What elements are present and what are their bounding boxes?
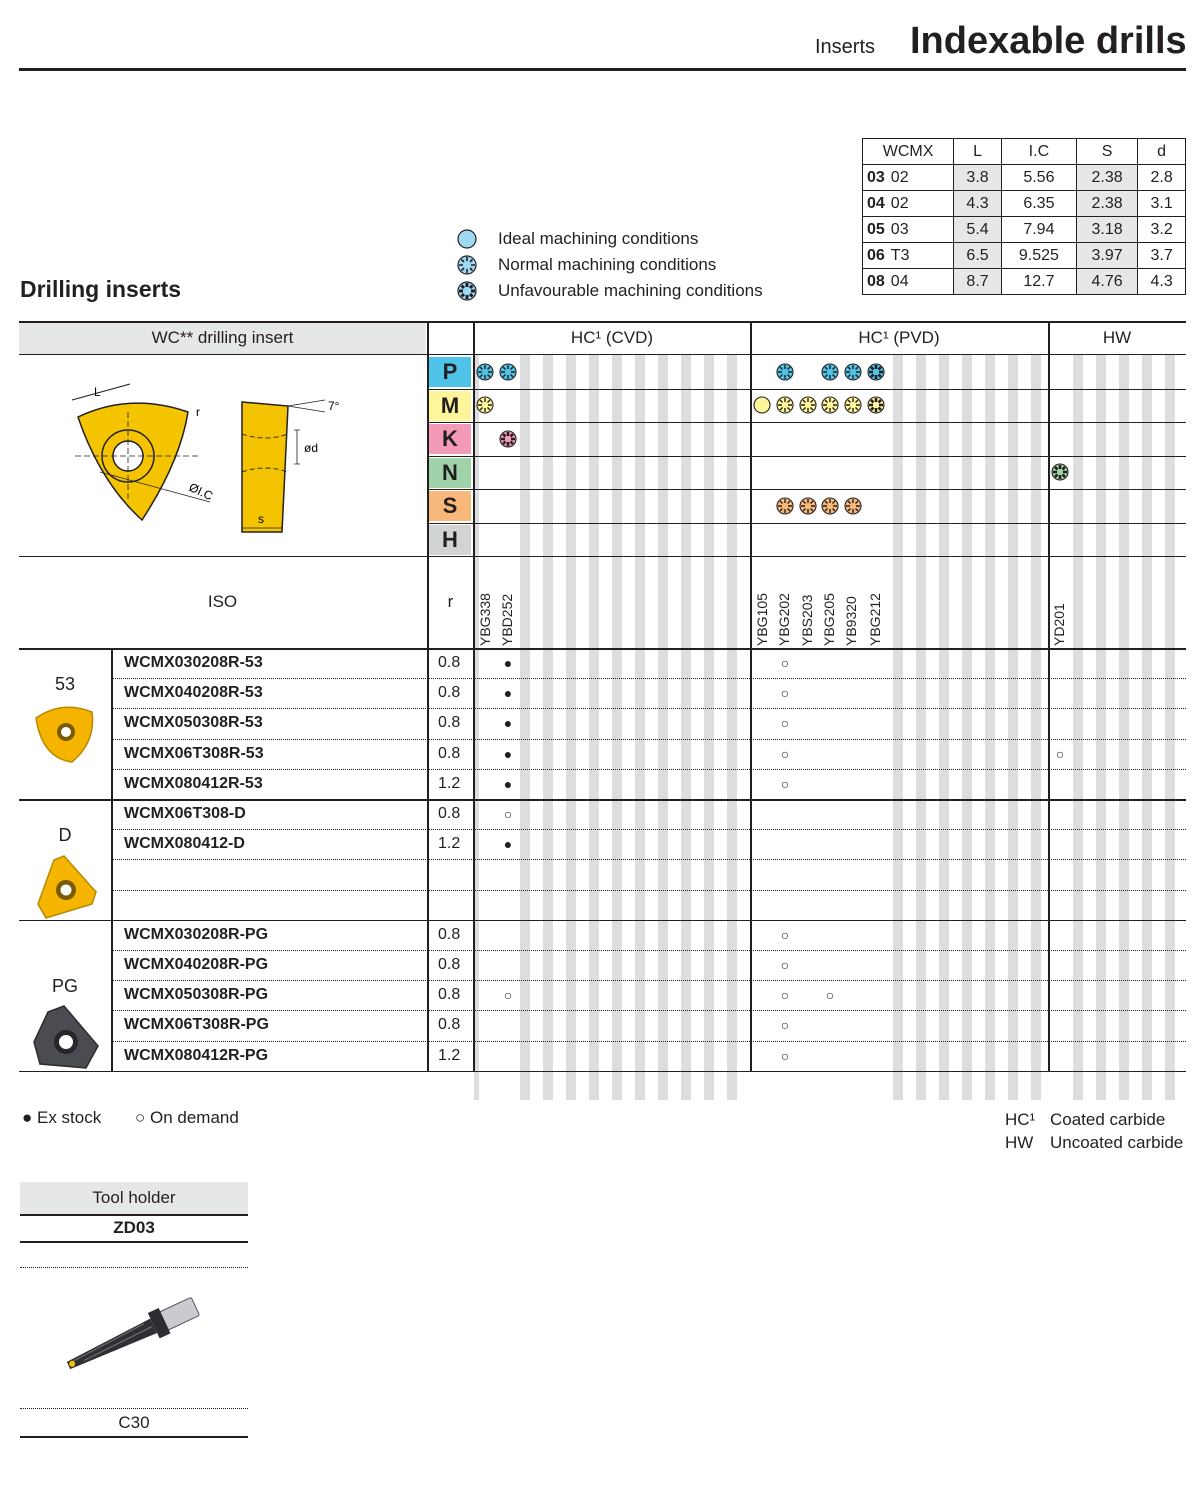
stripe-column — [520, 355, 530, 1100]
group-name-PG: PG — [51, 976, 78, 996]
grade-yb9320: YB9320 — [843, 596, 859, 646]
drill-body-image — [60, 1295, 210, 1385]
normal-condition-icon — [820, 496, 840, 516]
abbr-hc-meaning: Coated carbide — [1050, 1110, 1166, 1129]
grade-ybg105: YBG105 — [754, 593, 770, 646]
dim-row — [863, 269, 1186, 295]
iso-code: WCMX06T308-D — [124, 805, 246, 822]
corner-radius: 0.8 — [438, 956, 461, 973]
stripe-column — [1165, 355, 1175, 1100]
dim-row — [863, 165, 1186, 191]
legend-normal-label: Normal machining conditions — [498, 255, 717, 274]
dim-header: S — [1076, 139, 1137, 165]
iso-code: WCMX050308R-PG — [124, 986, 269, 1004]
dim-header: WCMX — [863, 139, 954, 165]
on-demand-mark: ○ — [780, 775, 790, 792]
insert-technical-drawing — [60, 372, 360, 542]
dim-IC: 12.7 — [1001, 269, 1076, 295]
page-title: Indexable drills — [910, 20, 1187, 62]
corner-radius: 1.2 — [438, 835, 461, 853]
row-divider — [112, 829, 1186, 830]
dim-header: L — [954, 139, 1002, 165]
on-demand-legend: ○ On demand — [135, 1108, 239, 1127]
normal-condition-icon — [820, 362, 840, 382]
stripe-column — [474, 355, 479, 1100]
iso-code: WCMX040208R-53 — [124, 684, 263, 702]
stripe-column — [566, 355, 576, 1100]
iso-code: WCMX080412R-53 — [124, 774, 263, 792]
dim-size: 04 — [867, 194, 885, 212]
material-row-border — [427, 422, 1186, 423]
on-demand-mark: ○ — [780, 926, 790, 943]
stripe-column — [704, 355, 714, 1100]
group-name-53: 53 — [54, 674, 76, 694]
on-demand-mark: ○ — [780, 745, 790, 762]
material-k-badge: K — [429, 424, 471, 454]
dim-L: 6.5 — [954, 243, 1002, 269]
insert-top-view — [72, 384, 210, 520]
normal-condition-icon — [843, 395, 863, 415]
material-h-badge: H — [429, 525, 471, 555]
tool-holder-model: ZD03 — [113, 1218, 155, 1237]
dim-L: 4.3 — [954, 191, 1002, 217]
insert-header: WC** drilling insert — [151, 328, 294, 347]
dim-S: 4.76 — [1076, 269, 1137, 295]
tool-holder-rule — [20, 1436, 248, 1438]
corner-radius: 0.8 — [438, 986, 461, 1004]
stripe-column — [939, 355, 949, 1100]
drawing-label-ic: ØI.C — [186, 480, 216, 504]
material-row-border — [427, 523, 1186, 524]
column-border — [750, 321, 752, 1071]
legend-normal — [456, 254, 716, 276]
column-border — [1048, 321, 1050, 1071]
grade-yd201: YD201 — [1051, 603, 1067, 646]
header-rule — [19, 68, 1186, 71]
on-demand-mark: ○ — [780, 685, 790, 702]
on-demand-mark: ○ — [780, 1047, 790, 1064]
dim-d: 3.1 — [1138, 191, 1186, 217]
grade-ybs203: YBS203 — [799, 594, 815, 646]
on-demand-mark: ○ — [1055, 745, 1065, 762]
dim-S: 2.38 — [1076, 165, 1137, 191]
ex-stock-legend: ● Ex stock — [22, 1108, 102, 1127]
drawing-label-L: L — [94, 385, 101, 399]
on-demand-mark: ○ — [503, 987, 513, 1004]
material-p-badge: P — [429, 357, 471, 387]
stripe-column — [1119, 355, 1129, 1100]
dim-suffix: T3 — [890, 246, 910, 264]
unfavourable-condition-icon — [1050, 462, 1070, 482]
dim-IC: 5.56 — [1001, 165, 1076, 191]
dim-header: d — [1138, 139, 1186, 165]
normal-condition-icon — [475, 395, 495, 415]
stripe-column — [985, 355, 995, 1100]
normal-circle-icon — [456, 254, 478, 276]
row-divider — [112, 980, 1186, 981]
drawing-label-d: ød — [304, 441, 319, 455]
dim-suffix: 02 — [890, 194, 909, 212]
column-border — [111, 648, 113, 1071]
on-demand-mark: ○ — [780, 655, 790, 671]
normal-condition-icon — [798, 496, 818, 516]
insert-PG-icon — [30, 1002, 102, 1072]
ideal-condition-icon — [752, 395, 772, 415]
on-demand-mark: ○ — [780, 987, 790, 1004]
stripe-column — [1096, 355, 1106, 1100]
section-title: Drilling inserts — [20, 276, 182, 302]
unfavourable-condition-icon — [866, 395, 886, 415]
normal-condition-icon — [843, 496, 863, 516]
grade-ybg212: YBG212 — [867, 593, 883, 646]
stripe-column — [1008, 355, 1018, 1100]
dim-d: 2.8 — [1138, 165, 1186, 191]
row-divider — [112, 769, 1186, 770]
ex-stock-mark: ● — [503, 685, 513, 702]
r-header: r — [447, 592, 454, 611]
iso-code: WCMX06T308R-PG — [124, 1016, 269, 1034]
column-border — [427, 321, 429, 1071]
dim-d: 3.2 — [1138, 217, 1186, 243]
normal-condition-icon — [798, 395, 818, 415]
grade-ybg205: YBG205 — [821, 593, 837, 646]
ex-stock-mark: ● — [503, 836, 513, 853]
dim-L: 3.8 — [954, 165, 1002, 191]
normal-condition-icon — [498, 362, 518, 382]
stripe-column — [635, 355, 645, 1100]
dim-size: 03 — [867, 168, 885, 186]
dim-S: 3.97 — [1076, 243, 1137, 269]
row-divider — [112, 1010, 1186, 1011]
stripe-column — [1031, 355, 1041, 1100]
corner-radius: 0.8 — [438, 925, 461, 943]
dim-header: I.C — [1001, 139, 1076, 165]
dim-row — [863, 217, 1186, 243]
grade-ybg202: YBG202 — [776, 593, 792, 646]
group-cvd-header: HC¹ (CVD) — [570, 328, 654, 347]
row-divider — [112, 950, 1186, 951]
drawing-label-angle: 7° — [328, 399, 340, 413]
iso-code: WCMX080412R-PG — [124, 1046, 269, 1064]
corner-radius: 0.8 — [438, 1016, 461, 1034]
group-hw-header: HW — [1102, 328, 1132, 347]
dim-size: 06 — [867, 246, 885, 264]
column-border — [473, 321, 475, 1071]
drawing-label-r: r — [196, 405, 200, 419]
insert-53-icon — [32, 702, 98, 766]
row-divider — [112, 678, 1186, 679]
stripe-column — [893, 355, 903, 1100]
abbr-hw-code: HW — [1005, 1133, 1034, 1152]
on-demand-mark: ○ — [825, 987, 835, 1004]
material-row-border — [427, 389, 1186, 390]
corner-radius: 1.2 — [438, 774, 461, 792]
normal-condition-icon — [843, 362, 863, 382]
material-row-border — [427, 489, 1186, 490]
tool-holder-variant: C30 — [118, 1413, 150, 1432]
table-bottom-border — [19, 1071, 1186, 1073]
material-s-badge: S — [429, 491, 471, 521]
iso-header: ISO — [207, 592, 238, 611]
iso-code: WCMX040208R-PG — [124, 956, 269, 973]
material-m-badge: M — [429, 391, 471, 421]
corner-radius: 0.8 — [438, 714, 461, 732]
grade-ybd252: YBD252 — [499, 593, 515, 646]
stripe-column — [962, 355, 972, 1100]
dim-row — [863, 243, 1186, 269]
dim-d: 3.7 — [1138, 243, 1186, 269]
ideal-circle-icon — [456, 228, 478, 250]
table-top-border — [19, 321, 1186, 323]
row-divider — [112, 890, 1186, 891]
row-divider — [112, 859, 1186, 860]
dim-size: 05 — [867, 220, 885, 238]
stripe-column — [658, 355, 668, 1100]
stripe-column — [1073, 355, 1083, 1100]
corner-radius: 1.2 — [438, 1046, 461, 1064]
iso-code: WCMX030208R-PG — [124, 925, 269, 943]
stripe-column — [543, 355, 553, 1100]
stripe-column — [1142, 355, 1152, 1100]
on-demand-mark: ○ — [503, 806, 513, 822]
dim-suffix: 04 — [890, 272, 909, 290]
iso-code: WCMX050308R-53 — [124, 714, 263, 732]
dim-L: 5.4 — [954, 217, 1002, 243]
dimension-table — [862, 138, 1186, 295]
normal-condition-icon — [475, 362, 495, 382]
tool-holder-rule — [20, 1241, 248, 1243]
iso-code: WCMX080412-D — [124, 835, 245, 853]
unfavourable-condition-icon — [498, 429, 518, 449]
abbr-hw-meaning: Uncoated carbide — [1050, 1133, 1184, 1152]
header-section: Inserts — [815, 36, 876, 58]
group-border — [19, 799, 1186, 801]
dim-size: 08 — [867, 272, 885, 290]
unfavourable-circle-icon — [456, 280, 478, 302]
stripe-column — [727, 355, 737, 1100]
stripe-column — [589, 355, 599, 1100]
iso-code: WCMX030208R-53 — [124, 654, 263, 671]
ex-stock-mark: ● — [503, 745, 513, 762]
corner-radius: 0.8 — [438, 805, 461, 822]
dim-IC: 6.35 — [1001, 191, 1076, 217]
material-n-badge: N — [429, 458, 471, 488]
ex-stock-mark: ● — [503, 655, 513, 671]
stripe-column — [681, 355, 691, 1100]
grade-ybg338: YBG338 — [477, 593, 493, 646]
dim-suffix: 03 — [890, 220, 909, 238]
legend-ideal — [456, 228, 698, 250]
grade-top-border — [19, 556, 1186, 557]
normal-condition-icon — [775, 362, 795, 382]
normal-condition-icon — [775, 496, 795, 516]
material-row-border — [427, 456, 1186, 457]
header-bottom-border — [19, 354, 1186, 355]
stripe-column — [612, 355, 622, 1100]
dim-L: 8.7 — [954, 269, 1002, 295]
tool-holder-header: Tool holder — [20, 1182, 248, 1214]
grade-bottom-border — [19, 648, 1186, 650]
dim-suffix: 02 — [890, 168, 909, 186]
corner-radius: 0.8 — [438, 684, 461, 702]
dim-S: 3.18 — [1076, 217, 1137, 243]
tool-holder-divider — [20, 1408, 248, 1409]
row-divider — [112, 1041, 1186, 1042]
insert-D-icon — [34, 852, 100, 920]
iso-code: WCMX06T308R-53 — [124, 744, 264, 762]
legend-ideal-label: Ideal machining conditions — [498, 229, 699, 248]
dim-IC: 7.94 — [1001, 217, 1076, 243]
normal-condition-icon — [775, 395, 795, 415]
row-divider — [112, 708, 1186, 709]
group-name-D: D — [58, 825, 72, 845]
stripe-column — [916, 355, 926, 1100]
row-divider — [112, 739, 1186, 740]
dim-row — [863, 191, 1186, 217]
on-demand-mark: ○ — [780, 1017, 790, 1034]
unfavourable-condition-icon — [866, 362, 886, 382]
corner-radius: 0.8 — [438, 654, 461, 671]
normal-condition-icon — [820, 395, 840, 415]
tool-holder-rule — [20, 1214, 248, 1216]
dim-IC: 9.525 — [1001, 243, 1076, 269]
dim-d: 4.3 — [1138, 269, 1186, 295]
insert-side-view — [242, 400, 325, 532]
dim-S: 2.38 — [1076, 191, 1137, 217]
ex-stock-mark: ● — [503, 715, 513, 732]
group-pvd-header: HC¹ (PVD) — [858, 328, 940, 347]
legend-unfavourable-label: Unfavourable machining conditions — [498, 281, 763, 300]
on-demand-mark: ○ — [780, 957, 790, 973]
corner-radius: 0.8 — [438, 744, 461, 762]
legend-unfavourable — [456, 280, 763, 302]
tool-holder-divider — [20, 1267, 248, 1268]
on-demand-mark: ○ — [780, 715, 790, 732]
drawing-label-s: s — [258, 512, 264, 526]
ex-stock-mark: ● — [503, 775, 513, 792]
group-border — [19, 920, 1186, 922]
abbr-hc-code: HC¹ — [1005, 1110, 1036, 1129]
